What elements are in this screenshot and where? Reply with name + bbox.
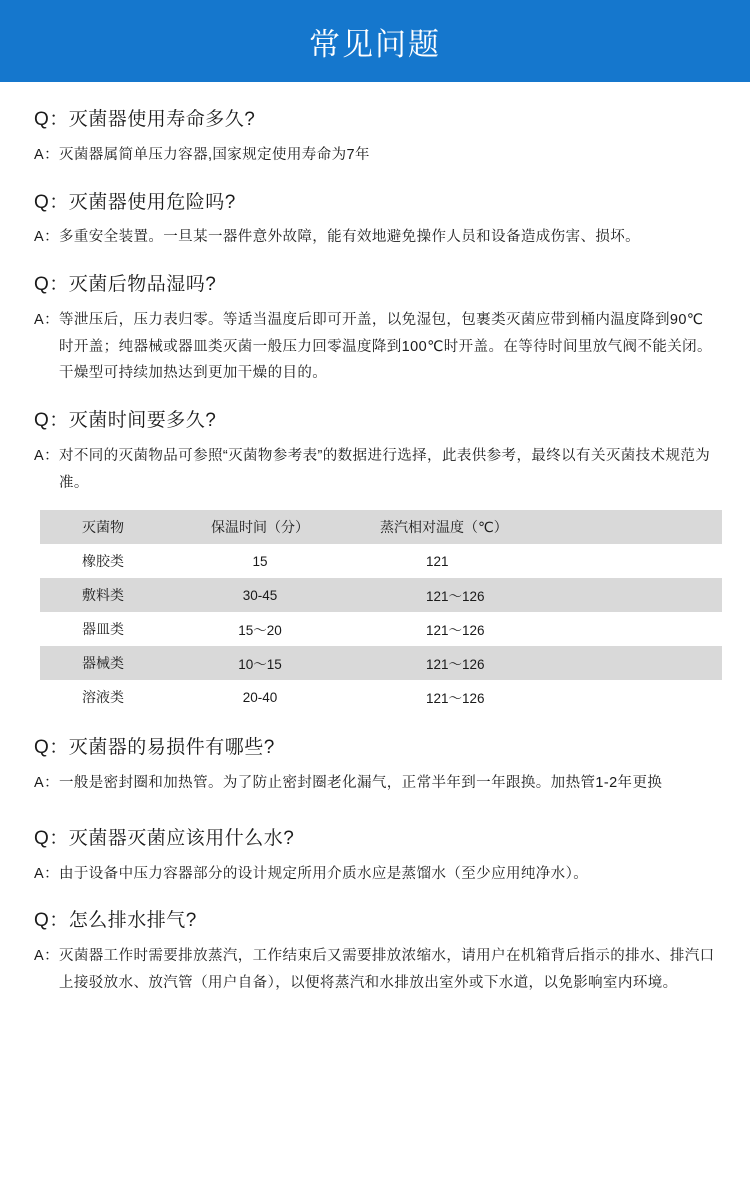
faq-answer xyxy=(34,943,716,997)
table-cell: 15～20 xyxy=(166,612,354,646)
faq-answer-text: 对不同的灭菌物品可参照“灭菌物参考表”的数据进行选择，此表供参考，最终以有关灭菌技术规范为准。 xyxy=(58,447,711,491)
table-cell: 器皿类 xyxy=(40,612,166,646)
table-row xyxy=(40,612,722,646)
table-header-cell: 灭菌物 xyxy=(40,510,166,544)
faq-question: Q：灭菌时间要多久? xyxy=(34,410,217,432)
table-cell: 121～126 xyxy=(354,578,722,612)
faq-content xyxy=(0,82,750,1049)
faq-item xyxy=(34,909,716,996)
faq-answer-text: 多重安全装置。一旦某一器件意外故障，能有效地避免操作人员和设备造成伤害、损坏。 xyxy=(58,229,641,246)
faq-item xyxy=(34,191,716,252)
page-title: 常见问题 xyxy=(309,26,441,62)
table-header-cell: 蒸汽相对温度（℃） xyxy=(354,510,722,544)
faq-question: Q：怎么排水排气? xyxy=(34,910,197,932)
table-header-cell: 保温时间（分） xyxy=(166,510,354,544)
table-cell: 121～126 xyxy=(354,612,722,646)
faq-item xyxy=(34,409,716,714)
faq-answer xyxy=(34,770,716,797)
table-cell: 敷料类 xyxy=(40,578,166,612)
sterilization-reference-table xyxy=(40,510,722,714)
sterilization-reference-table-wrap xyxy=(34,510,716,714)
table-cell: 121 xyxy=(354,544,722,578)
table-row xyxy=(40,578,722,612)
faq-answer-label: A： xyxy=(34,229,59,246)
table-cell: 溶液类 xyxy=(40,680,166,714)
faq-answer-label: A： xyxy=(34,447,59,464)
table-cell: 121～126 xyxy=(354,646,722,680)
faq-answer xyxy=(34,142,716,169)
faq-answer xyxy=(34,307,716,387)
faq-question: Q：灭菌器使用寿命多久? xyxy=(34,109,256,130)
table-row xyxy=(40,646,722,680)
faq-answer-label: A： xyxy=(34,146,59,163)
table-cell: 10～15 xyxy=(166,646,354,680)
faq-item xyxy=(34,827,716,888)
faq-answer-label: A： xyxy=(34,775,59,792)
faq-answer xyxy=(34,861,716,888)
faq-answer-text: 等泄压后，压力表归零。等适当温度后即可开盖，以免湿包，包裹类灭菌应带到桶内温度降到90℃时开盖；纯器械或器皿类灭菌一般压力回零温度降到100℃时开盖。在等待时间里放气阀不能关闭。干燥型可持续加热达到更加干燥的目的。 xyxy=(58,311,712,382)
faq-answer-text: 灭菌器工作时需要排放蒸汽，工作结束后又需要排放浓缩水，请用户在机箱背后指示的排水、排汽口上接驳放水、放汽管（用户自备），以便将蒸汽和水排放出室外或下水道，以免影响室内环境。 xyxy=(58,948,715,991)
faq-item xyxy=(34,108,716,169)
faq-answer xyxy=(34,443,716,497)
faq-answer-label: A： xyxy=(34,948,59,965)
table-cell: 121～126 xyxy=(354,680,722,714)
faq-question: Q：灭菌后物品湿吗? xyxy=(34,274,217,295)
faq-answer-text: 由于设备中压力容器部分的设计规定所用介质水应是蒸馏水（至少应用纯净水）。 xyxy=(58,865,589,882)
table-header-row xyxy=(40,510,722,544)
table-cell: 15 xyxy=(166,544,354,578)
table-cell: 30-45 xyxy=(166,578,354,612)
table-row xyxy=(40,680,722,714)
faq-question: Q：灭菌器的易损件有哪些? xyxy=(34,737,275,759)
faq-item xyxy=(34,273,716,387)
faq-answer-label: A： xyxy=(34,311,59,328)
faq-answer-text: 灭菌器属简单压力容器,国家规定使用寿命为7年 xyxy=(58,146,370,163)
table-row xyxy=(40,544,722,578)
faq-answer-text: 一般是密封圈和加热管。为了防止密封圈老化漏气，正常半年到一年跟换。加热管1-2年更换 xyxy=(58,775,663,792)
table-cell: 器械类 xyxy=(40,646,166,680)
faq-question: Q：灭菌器使用危险吗? xyxy=(34,191,236,213)
faq-answer-label: A： xyxy=(34,865,59,882)
faq-question: Q：灭菌器灭菌应该用什么水? xyxy=(34,827,295,849)
table-cell: 20-40 xyxy=(166,680,354,714)
faq-answer xyxy=(34,224,716,251)
table-cell: 橡胶类 xyxy=(40,544,166,578)
faq-item xyxy=(34,736,716,797)
page-header-banner xyxy=(0,0,750,82)
